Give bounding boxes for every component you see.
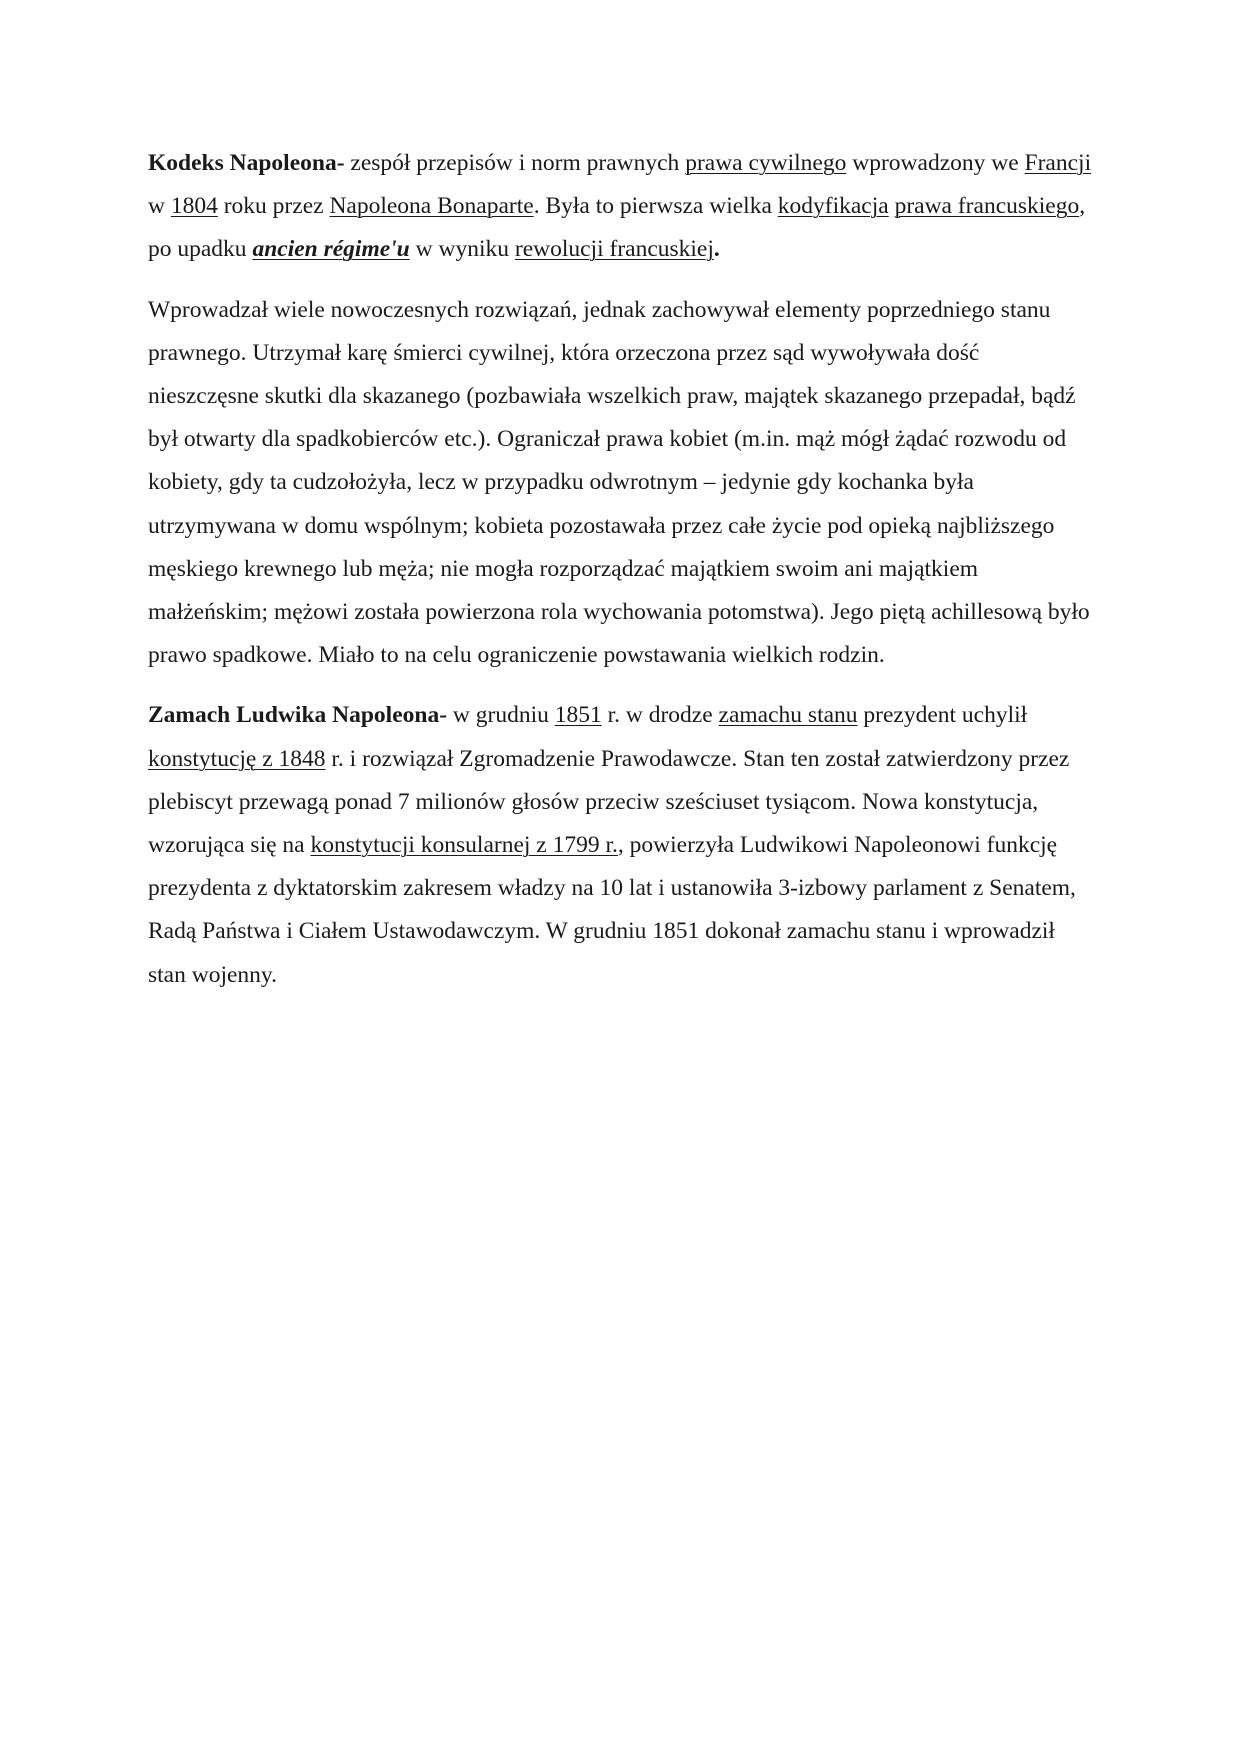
- paragraph-zamach-ludwika-napoleona: [148, 694, 1093, 996]
- text-segment: r. i rozwiązał Zgromadzenie Prawodawcze. Stan ten został zatwierdzony przez plebiscyt przewagą ponad 7 milionów głosów przeciw sześciuset tysiącom. Nowa konstytucja, wzorująca się na: [148, 745, 1070, 859]
- term-kodeks-napoleona: Kodeks Napoleona-: [148, 150, 345, 176]
- link-konstytucje-z-1848[interactable]: konstytucję z 1848: [148, 745, 326, 772]
- text-segment: prezydent uchylił: [857, 702, 1028, 729]
- link-rewolucji-francuskiej[interactable]: rewolucji francuskiej: [514, 236, 714, 263]
- paragraph-opis-kodeksu: Wprowadzał wiele nowoczesnych rozwiązań, jednak zachowywał elementy poprzedniego stanu prawnego. Utrzymał karę śmierci cywilnej, która orzeczona przez sąd wywoływała dość nieszczęsne skutki dla skazanego (pozbawiała wszelkich praw, majątek skazanego przepadał, bądź był otwarty dla spadkobierców etc.). Ograniczał prawa kobiet (m.in. mąż mógł żądać rozwodu od kobiety, gdy ta cudzołożyła, lecz w przypadku odwrotnym – jedynie gdy kochanka była utrzymywana w domu wspólnym; kobieta pozostawała przez całe życie pod opieką najbliższego męskiego krewnego lub męża; nie mogła rozporządzać majątkiem swoim ani majątkiem małżeńskim; mężowi została powierzona rola wychowania potomstwa). Jego piętą achillesową było prawo spadkowe. Miało to na celu ograniczenie powstawania wielkich rodzin.: [148, 296, 1090, 669]
- link-zamachu-stanu[interactable]: zamachu stanu: [718, 702, 858, 729]
- link-francji[interactable]: Francji: [1024, 150, 1092, 176]
- text-segment: wprowadzony we: [846, 150, 1025, 176]
- text-segment: roku przez: [217, 193, 330, 220]
- text-segment: zespół przepisów i norm prawnych: [344, 150, 686, 176]
- document-page: [148, 142, 1093, 1014]
- link-prawa-cywilnego[interactable]: prawa cywilnego: [685, 150, 847, 176]
- text-segment: , po upadku: [148, 193, 1086, 263]
- text-segment: . Była to pierwsza wielka: [533, 193, 778, 220]
- text-segment: w grudniu: [447, 702, 555, 729]
- link-kodyfikacja[interactable]: kodyfikacja: [777, 193, 889, 220]
- text-segment: , powierzyła Ludwikowi Napoleonowi funkcję prezydenta z dyktatorskim zakresem władzy na 10 lat i ustanowiła 3-izbowy parlament z Senatem, Radą Państwa i Ciałem Ustawodawczym. W grudniu 1851 dokonał zamachu stanu i wprowadził stan wojenny.: [148, 832, 1076, 988]
- text-segment: .: [713, 236, 720, 263]
- text-segment: w: [148, 193, 171, 220]
- term-zamach-ludwika-napoleona: Zamach Ludwika Napoleona-: [148, 702, 448, 729]
- link-prawa-francuskiego[interactable]: prawa francuskiego: [894, 193, 1080, 220]
- link-1804[interactable]: 1804: [170, 193, 218, 220]
- text-segment: w wyniku: [409, 236, 515, 263]
- link-napoleona-bonaparte[interactable]: Napoleona Bonaparte: [329, 193, 534, 220]
- text-segment: r. w drodze: [601, 702, 719, 729]
- link-1851[interactable]: 1851: [554, 702, 602, 729]
- link-ancien-regime[interactable]: ancien régime'u: [252, 236, 410, 263]
- paragraph-kodeks-napoleona: [148, 142, 1093, 272]
- link-konstytucji-konsularnej[interactable]: konstytucji konsularnej z 1799 r.: [310, 832, 618, 859]
